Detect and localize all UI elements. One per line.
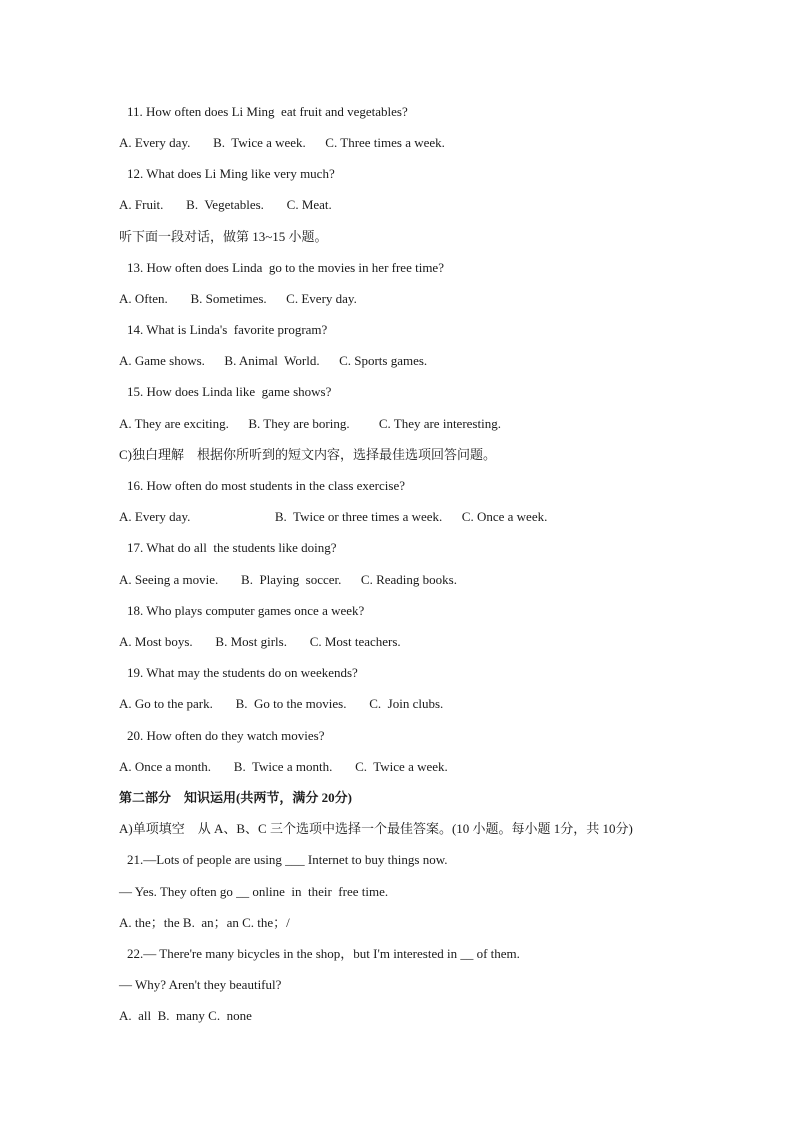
options-21: A. the；the B. an；an C. the；/ xyxy=(119,915,290,930)
question-19: 19. What may the students do on weekends? xyxy=(127,665,358,680)
options-15: A. They are exciting. B. They are boring. C. They are interesting. xyxy=(119,416,501,431)
options-12: A. Fruit. B. Vegetables. C. Meat. xyxy=(119,197,332,212)
part-two-heading: 第二部分 知识运用(共两节，满分 20分) xyxy=(119,790,352,805)
options-13: A. Often. B. Sometimes. C. Every day. xyxy=(119,291,357,306)
question-14: 14. What is Linda's favorite program? xyxy=(127,322,328,337)
question-22: 22.— There're many bicycles in the shop，but I'm interested in __ of them. xyxy=(127,946,520,961)
options-20: A. Once a month. B. Twice a month. C. Twice a week. xyxy=(119,759,448,774)
section-instruction-13-15: 听下面一段对话，做第 13~15 小题。 xyxy=(119,229,328,244)
section-monologue-heading: C)独白理解 根据你所听到的短文内容，选择最佳选项回答问题。 xyxy=(119,447,497,462)
question-13: 13. How often does Linda go to the movies in her free time? xyxy=(127,260,444,275)
question-21: 21.—Lots of people are using ___ Internet to buy things now. xyxy=(127,852,448,867)
question-11: 11. How often does Li Ming eat fruit and vegetables? xyxy=(127,104,408,119)
options-19: A. Go to the park. B. Go to the movies. C. Join clubs. xyxy=(119,696,444,711)
options-14: A. Game shows. B. Animal World. C. Sports games. xyxy=(119,353,428,368)
options-16: A. Every day. B. Twice or three times a week. C. Once a week. xyxy=(119,509,548,524)
question-21-reply: — Yes. They often go __ online in their free time. xyxy=(119,884,389,899)
options-18: A. Most boys. B. Most girls. C. Most teachers. xyxy=(119,634,401,649)
options-17: A. Seeing a movie. B. Playing soccer. C. Reading books. xyxy=(119,572,457,587)
question-22-reply: — Why? Aren't they beautiful? xyxy=(119,977,282,992)
question-12: 12. What does Li Ming like very much? xyxy=(127,166,335,181)
single-choice-instruction: A)单项填空 从 A、B、C 三个选项中选择一个最佳答案。(10 小题。每小题 1分，共 10分) xyxy=(119,821,633,836)
question-20: 20. How often do they watch movies? xyxy=(127,728,325,743)
options-11: A. Every day. B. Twice a week. C. Three times a week. xyxy=(119,135,445,150)
question-18: 18. Who plays computer games once a week? xyxy=(127,603,365,618)
question-15: 15. How does Linda like game shows? xyxy=(127,384,332,399)
question-17: 17. What do all the students like doing? xyxy=(127,540,337,555)
options-22: A. all B. many C. none xyxy=(119,1008,252,1023)
question-16: 16. How often do most students in the class exercise? xyxy=(127,478,405,493)
